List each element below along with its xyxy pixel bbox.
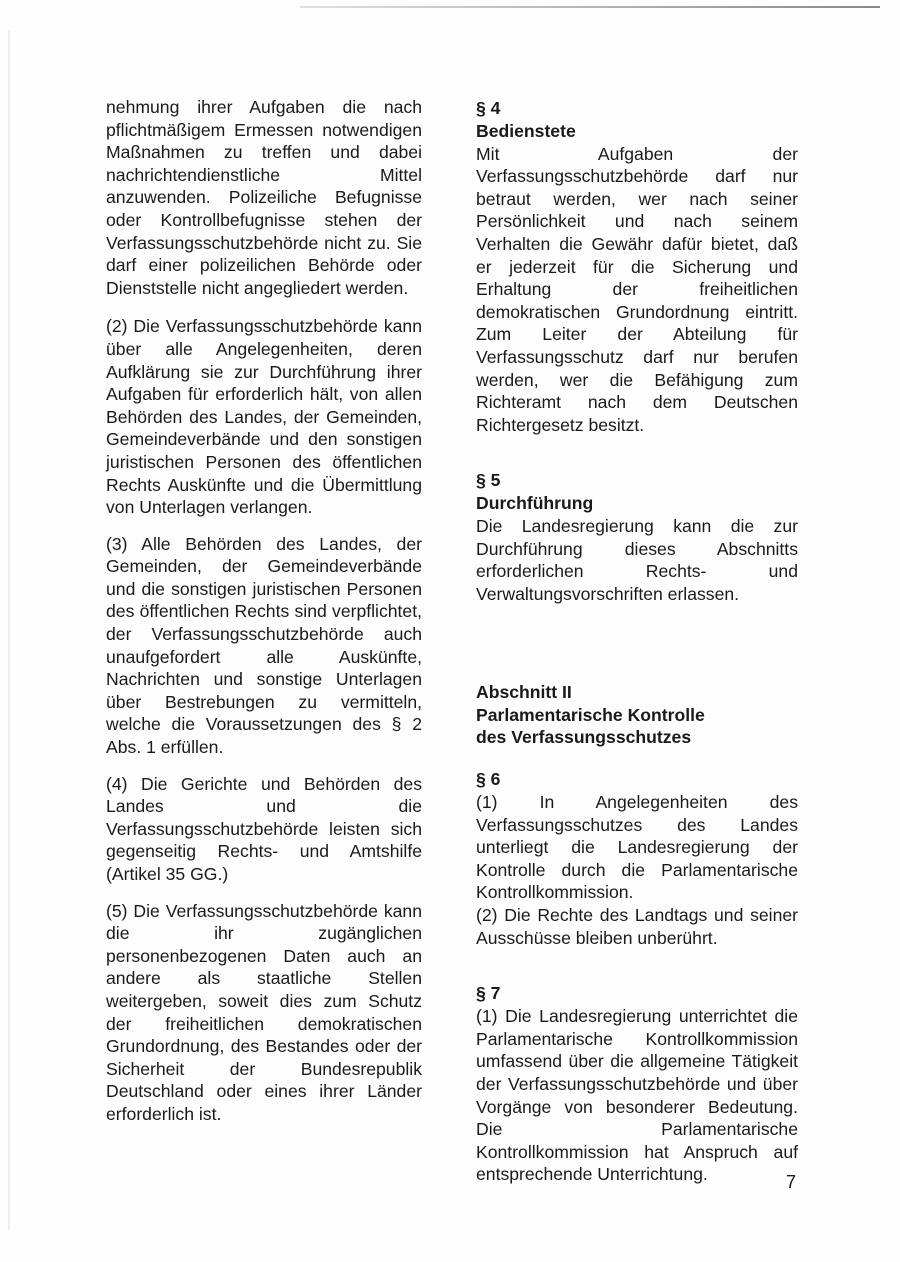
right-column: [476, 96, 798, 1200]
chapter-heading: [476, 681, 798, 749]
paragraph-3: (3) Alle Behörden des Landes, der Gemeinden, der Gemeindeverbände und die sonstigen juristischen Personen des öffentlichen Rechts sind verpflichtet, der Verfassungsschutzbehörde auch unaufgefordert alle Auskünfte, Nachrichten und sonstige Unterlagen über Bestrebungen zu vermitteln, welche die Voraussetzungen des § 2 Abs. 1 erfüllen.: [106, 533, 422, 758]
chapter-title-line-2: des Verfassungsschutzes: [476, 727, 692, 748]
left-column: [106, 96, 422, 1140]
section-title: Bedienstete: [476, 121, 576, 141]
section-number: § 6: [476, 769, 501, 790]
section-text: Die Landesregierung kann die zur Durchführung dieses Abschnitts erforderlichen Rechts- und Verwaltungsvorschriften erlassen.: [476, 515, 798, 604]
section-text: Mit Aufgaben der Verfassungsschutzbehörde darf nur betraut werden, wer nach seiner Persönlichkeit und nach seinem Verhalten die Gewähr dafür bietet, daß er jederzeit für die Sicherung und Erhaltung der freiheitlichen demokratischen Grundordnung eintritt. Zum Leiter der Abteilung für Verfassungsschutz darf nur berufen werden, wer die Befähigung zum Richteramt nach dem Deutschen Richtergesetz besitzt.: [476, 143, 798, 435]
section-6: [476, 767, 798, 949]
section-number: § 4: [476, 98, 501, 118]
chapter-number: Abschnitt II: [476, 682, 572, 703]
section-number: § 5: [476, 470, 501, 491]
section-5: [476, 468, 798, 605]
section-title: Durchführung: [476, 493, 594, 514]
paragraph-4: (4) Die Gerichte und Behörden des Landes und die Verfassungsschutzbehörde leisten sich gegenseitig Rechts- und Amtshilfe (Artikel 35 GG.): [106, 773, 422, 884]
paragraph-continued: nehmung ihrer Aufgaben die nach pflichtmäßigem Ermessen notwendigen Maßnahmen zu treffen und dabei nachrichtendienstliche Mittel anzuwenden. Polizeiliche Befugnisse oder Kontrollbefugnisse stehen der Verfassungsschutzbehörde nicht zu. Sie darf einer polizeilichen Behörde oder Dienststelle nicht angegliedert werden.: [106, 97, 422, 298]
section-number: § 7: [476, 983, 501, 1004]
paragraph-2: (2) Die Verfassungsschutzbehörde kann über alle Angelegenheiten, deren Aufklärung sie zur Durchführung ihrer Aufgaben für erforderlich hält, von allen Behörden des Landes, der Gemeinden, Gemeindeverbände und den sonstigen juristischen Personen des öffentlichen Rechts Auskünfte und die Übermittlung von Unterlagen verlangen.: [106, 316, 422, 518]
chapter-title-line-1: Parlamentarische Kontrolle: [476, 704, 705, 725]
section-paragraph-1: (1) In Angelegenheiten des Verfassungsschutzes des Landes unterliegt die Landesregierung der Kontrolle durch die Parlamentarische Kontrollkommission.: [476, 792, 798, 903]
paragraph-5: (5) Die Verfassungsschutzbehörde kann die ihr zugänglichen personenbezogenen Daten auch an andere als staatliche Stellen weitergeben, soweit dies zum Schutz der freiheitlichen demokratischen Grundordnung, des Bestandes oder der Sicherheit der Bundesrepublik Deutschland oder eines ihrer Länder erforderlich ist.: [106, 900, 422, 1124]
section-7: [476, 981, 798, 1186]
scan-edge-line: [300, 6, 880, 8]
scan-left-edge: [8, 30, 10, 1230]
section-paragraph-1: (1) Die Landesregierung unterrichtet die Parlamentarische Kontrollkommission umfassend über die allgemeine Tätigkeit der Verfassungsschutzbehörde und über Vorgänge von besonderer Bedeutung. Die Parlamentarische Kontrollkommission hat Anspruch auf entsprechende Unterrichtung.: [476, 1006, 798, 1185]
section-4: [476, 96, 798, 436]
page-number: 7: [786, 1172, 797, 1192]
section-paragraph-2: (2) Die Rechte des Landtags und seiner Ausschüsse bleiben unberührt.: [476, 905, 798, 948]
